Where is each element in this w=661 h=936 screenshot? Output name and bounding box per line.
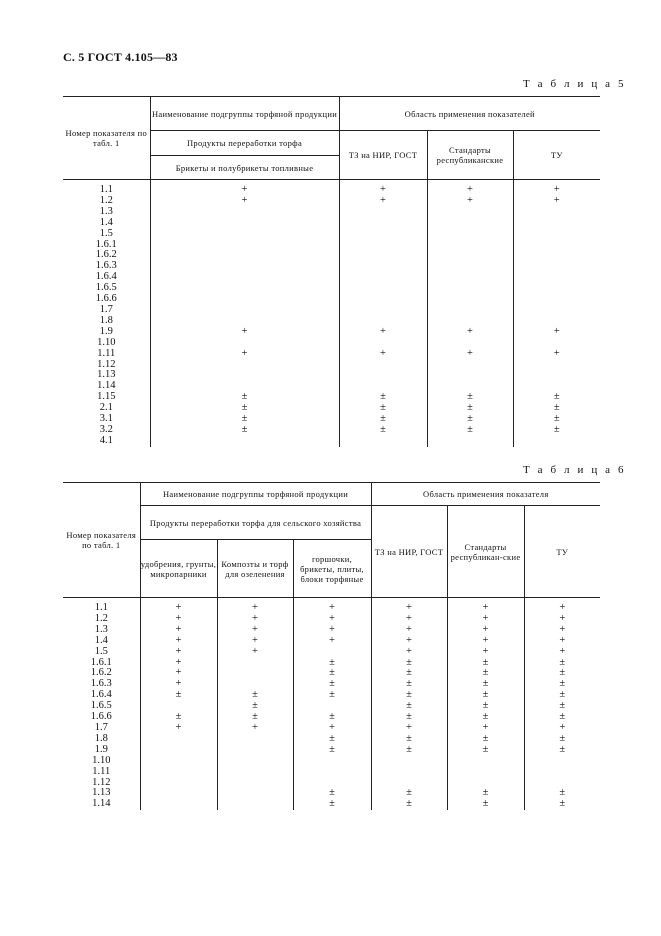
t6-cell: + xyxy=(559,612,566,624)
t6-cell xyxy=(217,799,293,810)
t5-cell: + xyxy=(427,349,513,360)
t6-cell: ± xyxy=(371,658,447,669)
t5-cell: ± xyxy=(553,402,560,414)
t5-area-col-3: ТУ xyxy=(513,131,600,180)
t6-row-number: 1.6.5 xyxy=(63,701,140,712)
t6-row-number: 1.14 xyxy=(63,799,140,810)
t5-cell xyxy=(339,338,427,349)
t6-product-col-2: Композты и торф для озеленения xyxy=(217,540,293,598)
t5-sub-header: Продукты переработки торфа xyxy=(150,131,339,156)
t5-row-number: 1.6.6 xyxy=(63,294,150,305)
t6-row-number: 1.1 xyxy=(63,603,140,614)
t5-row xyxy=(63,218,600,229)
t6-cell: ± xyxy=(371,799,447,810)
t6-cell: ± xyxy=(447,745,524,756)
t6-cell: + xyxy=(140,723,217,734)
t5-row-number: 3.2 xyxy=(63,425,150,436)
t6-row-number: 1.4 xyxy=(63,636,140,647)
t5-cell xyxy=(513,294,600,305)
t5-row-number: 1.6.1 xyxy=(63,240,150,251)
t6-cell: ± xyxy=(371,668,447,679)
t5-num-header: Номер показателя по табл. 1 xyxy=(63,97,150,180)
t6-body xyxy=(63,603,600,810)
t5-cell: + xyxy=(427,185,513,196)
t6-cell: + xyxy=(447,625,524,636)
t6-cell: ± xyxy=(559,700,566,712)
t6-cell: ± xyxy=(293,679,371,690)
t6-product-col-1: удобрения, грунты, микропарники xyxy=(140,540,217,598)
t5-row-number: 1.6.4 xyxy=(63,272,150,283)
t5-row xyxy=(63,240,600,251)
t5-cell: + xyxy=(553,194,560,206)
t5-cell xyxy=(427,207,513,218)
t5-row xyxy=(63,294,600,305)
t5-cell xyxy=(339,207,427,218)
t6-cell xyxy=(293,767,371,778)
t5-cell: + xyxy=(553,347,560,359)
t6-cell: + xyxy=(217,636,293,647)
t6-row xyxy=(63,756,600,767)
t5-row xyxy=(63,392,600,403)
t5-cell: ± xyxy=(150,403,339,414)
t5-sub-sub-header: Брикеты и полубрикеты топливные xyxy=(150,156,339,180)
t5-row xyxy=(63,250,600,261)
t6-cell xyxy=(217,745,293,756)
t6-cell: + xyxy=(140,668,217,679)
t6-cell: + xyxy=(217,647,293,658)
t5-cell xyxy=(150,207,339,218)
t5-cell: ± xyxy=(427,392,513,403)
t5-cell xyxy=(427,261,513,272)
t6-cell: ± xyxy=(293,690,371,701)
t6-cell: + xyxy=(447,603,524,614)
t6-cell: + xyxy=(293,603,371,614)
t6-cell: ± xyxy=(371,712,447,723)
t6-row-number: 1.6.4 xyxy=(63,690,140,701)
t6-area-col-3: ТУ xyxy=(524,506,600,598)
t5-cell xyxy=(339,283,427,294)
t5-cell: + xyxy=(150,196,339,207)
t5-cell xyxy=(513,218,600,229)
t6-cell: ± xyxy=(447,690,524,701)
t5-cell xyxy=(150,261,339,272)
t5-cell: + xyxy=(150,185,339,196)
t5-cell: ± xyxy=(339,425,427,436)
page-header: С. 5 ГОСТ 4.105—83 xyxy=(63,50,178,64)
t5-row xyxy=(63,381,600,392)
t5-cell: ± xyxy=(427,403,513,414)
t6-cell: ± xyxy=(371,701,447,712)
t6-cell: ± xyxy=(447,712,524,723)
t5-row xyxy=(63,349,600,360)
t6-row-number: 1.3 xyxy=(63,625,140,636)
t6-cell: + xyxy=(447,636,524,647)
t6-cell: + xyxy=(371,647,447,658)
t6-cell: + xyxy=(371,614,447,625)
t6-cell xyxy=(140,799,217,810)
t5-cell xyxy=(513,272,600,283)
t6-cell: ± xyxy=(371,788,447,799)
t5-cell: ± xyxy=(150,425,339,436)
t5-cell xyxy=(339,370,427,381)
t6-cell: + xyxy=(140,614,217,625)
t6-cell: ± xyxy=(559,798,566,810)
t5-cell xyxy=(427,294,513,305)
t6-row-number: 1.6.2 xyxy=(63,668,140,679)
t6-cell xyxy=(371,767,447,778)
t5-cell xyxy=(339,305,427,316)
t6-cell: + xyxy=(559,645,566,657)
t5-cell xyxy=(513,240,600,251)
t6-cell: + xyxy=(140,647,217,658)
t5-row-number: 1.6.3 xyxy=(63,261,150,272)
t5-cell xyxy=(513,360,600,371)
t6-cell: + xyxy=(447,723,524,734)
t6-cell: ± xyxy=(559,711,566,723)
t5-area-header: Область применения показателей xyxy=(339,97,600,131)
t6-cell: ± xyxy=(293,788,371,799)
t6-cell xyxy=(140,756,217,767)
t5-row-number: 1.10 xyxy=(63,338,150,349)
t5-cell xyxy=(339,360,427,371)
t6-num-header: Номер показателя по табл. 1 xyxy=(63,483,140,598)
t5-cell: + xyxy=(553,325,560,337)
t5-row-number: 3.1 xyxy=(63,414,150,425)
t5-row xyxy=(63,338,600,349)
t6-cell: ± xyxy=(447,658,524,669)
t5-cell xyxy=(150,338,339,349)
t5-cell xyxy=(513,370,600,381)
t5-row-number: 1.9 xyxy=(63,327,150,338)
t5-row-number: 1.14 xyxy=(63,381,150,392)
t6-cell xyxy=(524,756,600,767)
t5-row-number: 1.11 xyxy=(63,349,150,360)
t6-cell: ± xyxy=(217,712,293,723)
t5-area-col-1: ТЗ на НИР, ГОСТ xyxy=(339,131,427,180)
t5-cell: ± xyxy=(339,392,427,403)
t6-cell xyxy=(447,767,524,778)
t5-cell xyxy=(150,272,339,283)
t6-row xyxy=(63,690,600,701)
t5-row xyxy=(63,414,600,425)
t6-cell: ± xyxy=(293,712,371,723)
t5-row-number: 1.15 xyxy=(63,392,150,403)
t5-cell: + xyxy=(553,184,560,195)
t5-cell xyxy=(339,240,427,251)
t5-cell xyxy=(150,370,339,381)
t6-cell: + xyxy=(293,614,371,625)
t5-row xyxy=(63,425,600,436)
t5-cell: + xyxy=(339,185,427,196)
t6-cell: ± xyxy=(371,679,447,690)
t6-cell xyxy=(293,756,371,767)
t6-row xyxy=(63,799,600,810)
t6-cell: ± xyxy=(447,734,524,745)
t5-cell: ± xyxy=(339,403,427,414)
t5-cell xyxy=(427,250,513,261)
t6-cell: + xyxy=(217,723,293,734)
t5-row xyxy=(63,305,600,316)
t6-row-number: 1.2 xyxy=(63,614,140,625)
t5-row xyxy=(63,283,600,294)
t6-cell: + xyxy=(447,647,524,658)
t6-row-number: 1.10 xyxy=(63,756,140,767)
t5-cell xyxy=(150,229,339,240)
t5-cell xyxy=(513,250,600,261)
t6-cell: ± xyxy=(559,656,566,668)
t6-cell: ± xyxy=(140,712,217,723)
table6-caption: Т а б л и ц а 6 xyxy=(523,464,627,476)
t6-row-number: 1.8 xyxy=(63,734,140,745)
t5-cell xyxy=(339,250,427,261)
t5-cell: + xyxy=(427,196,513,207)
t6-group-header: Наименование подгруппы торфяной продукции xyxy=(140,483,371,506)
t6-row-number: 1.6.6 xyxy=(63,712,140,723)
t6-cell: + xyxy=(140,625,217,636)
t6-sub-header: Продукты переработки торфа для сельского хозяйства xyxy=(140,506,371,540)
t5-cell xyxy=(150,436,339,447)
t5-cell xyxy=(427,283,513,294)
t6-cell: ± xyxy=(293,799,371,810)
t6-cell: + xyxy=(217,625,293,636)
t6-row-number: 1.12 xyxy=(63,778,140,789)
t5-row-number: 1.5 xyxy=(63,229,150,240)
t6-cell: + xyxy=(559,602,566,613)
t6-cell: ± xyxy=(293,734,371,745)
t6-cell: + xyxy=(559,634,566,646)
t6-cell: ± xyxy=(293,668,371,679)
t5-cell xyxy=(427,229,513,240)
t5-cell xyxy=(427,370,513,381)
t6-cell: ± xyxy=(140,690,217,701)
t6-cell xyxy=(217,788,293,799)
t6-cell xyxy=(217,767,293,778)
table5-caption: Т а б л и ц а 5 xyxy=(523,78,627,90)
t6-cell: + xyxy=(140,679,217,690)
t5-cell: + xyxy=(339,349,427,360)
t5-cell: ± xyxy=(150,414,339,425)
t6-cell xyxy=(140,745,217,756)
t6-cell xyxy=(447,756,524,767)
t5-cell xyxy=(150,240,339,251)
t5-row-number: 1.3 xyxy=(63,207,150,218)
t6-row-number: 1.9 xyxy=(63,745,140,756)
t6-cell: ± xyxy=(447,668,524,679)
t5-row xyxy=(63,229,600,240)
t5-cell: + xyxy=(150,349,339,360)
t6-cell: ± xyxy=(559,689,566,701)
t5-cell xyxy=(513,338,600,349)
t5-cell xyxy=(513,261,600,272)
t5-row xyxy=(63,370,600,381)
t5-cell xyxy=(427,218,513,229)
t6-cell: ± xyxy=(559,678,566,690)
t5-cell: + xyxy=(339,327,427,338)
t5-cell xyxy=(339,436,427,447)
t6-cell: + xyxy=(217,603,293,614)
t5-row xyxy=(63,327,600,338)
t5-cell: ± xyxy=(553,413,560,425)
t5-cell xyxy=(427,338,513,349)
t5-row xyxy=(63,436,600,447)
t5-cell xyxy=(150,218,339,229)
t5-group-header: Наименование подгруппы торфяной продукции xyxy=(150,97,339,131)
t6-cell: ± xyxy=(559,667,566,679)
t6-cell: + xyxy=(293,625,371,636)
t5-row-number: 1.1 xyxy=(63,185,150,196)
t5-cell: + xyxy=(150,327,339,338)
t6-cell xyxy=(217,734,293,745)
t5-row-number: 1.13 xyxy=(63,370,150,381)
t6-cell: + xyxy=(559,623,566,635)
t6-cell xyxy=(524,767,600,778)
t6-cell: + xyxy=(371,636,447,647)
t6-cell: ± xyxy=(447,788,524,799)
t5-cell xyxy=(513,436,600,447)
t5-cell: ± xyxy=(427,425,513,436)
t5-cell: ± xyxy=(553,391,560,403)
t6-cell: + xyxy=(371,603,447,614)
t6-cell: + xyxy=(371,625,447,636)
t5-cell xyxy=(150,360,339,371)
t5-cell xyxy=(513,207,600,218)
t5-cell xyxy=(339,294,427,305)
t6-cell: ± xyxy=(371,690,447,701)
t5-cell xyxy=(150,294,339,305)
t6-cell: + xyxy=(140,603,217,614)
t5-cell xyxy=(427,272,513,283)
t5-cell: ± xyxy=(150,392,339,403)
t6-cell: ± xyxy=(447,679,524,690)
t5-cell xyxy=(339,261,427,272)
t5-cell xyxy=(513,283,600,294)
t6-cell xyxy=(140,778,217,789)
t6-cell: ± xyxy=(293,745,371,756)
t6-cell xyxy=(371,756,447,767)
t6-cell xyxy=(140,767,217,778)
t6-cell: ± xyxy=(217,690,293,701)
t6-row xyxy=(63,767,600,778)
t5-cell: + xyxy=(427,327,513,338)
t6-cell: + xyxy=(447,614,524,625)
t5-row xyxy=(63,207,600,218)
t6-cell: ± xyxy=(559,743,566,755)
t5-row-number: 1.7 xyxy=(63,305,150,316)
t6-cell: ± xyxy=(447,799,524,810)
t6-cell: ± xyxy=(371,734,447,745)
t5-cell xyxy=(339,218,427,229)
t5-cell xyxy=(150,250,339,261)
t5-row xyxy=(63,261,600,272)
t6-cell: ± xyxy=(447,701,524,712)
t6-cell: + xyxy=(140,636,217,647)
t6-area-col-2: Стандарты республикан-ские xyxy=(447,506,524,598)
t5-cell xyxy=(339,229,427,240)
t5-cell xyxy=(427,436,513,447)
t6-cell: + xyxy=(293,636,371,647)
t6-row-number: 1.6.3 xyxy=(63,679,140,690)
t5-cell: ± xyxy=(553,423,560,435)
t6-cell xyxy=(217,756,293,767)
t5-cell: ± xyxy=(339,414,427,425)
t5-row-number: 2.1 xyxy=(63,403,150,414)
t6-row xyxy=(63,647,600,658)
t6-cell xyxy=(140,788,217,799)
t6-cell: ± xyxy=(559,732,566,744)
t5-row-number: 1.6.5 xyxy=(63,283,150,294)
t5-cell xyxy=(150,283,339,294)
t5-row xyxy=(63,196,600,207)
t5-row xyxy=(63,272,600,283)
t5-cell xyxy=(427,240,513,251)
t5-cell xyxy=(427,305,513,316)
table5 xyxy=(63,96,600,447)
t5-cell xyxy=(150,305,339,316)
t6-area-header: Область применения показателя xyxy=(371,483,600,506)
t5-row-number: 1.8 xyxy=(63,316,150,327)
t5-row-number: 4.1 xyxy=(63,436,150,447)
t5-cell xyxy=(339,272,427,283)
t6-cell xyxy=(217,658,293,669)
t5-row xyxy=(63,185,600,196)
t5-row xyxy=(63,360,600,371)
t5-row xyxy=(63,316,600,327)
t6-cell: ± xyxy=(371,745,447,756)
t6-cell xyxy=(217,668,293,679)
t6-product-col-3: горшочки, брикеты, плиты, блоки торфяные xyxy=(293,540,371,598)
t5-row-number: 1.4 xyxy=(63,218,150,229)
t6-cell: ± xyxy=(217,701,293,712)
t6-cell: + xyxy=(559,721,566,733)
t6-cell xyxy=(140,734,217,745)
t6-cell: + xyxy=(140,658,217,669)
t6-area-col-1: ТЗ на НИР, ГОСТ xyxy=(371,506,447,598)
t6-row-number: 1.13 xyxy=(63,788,140,799)
t5-area-col-2: Стандарты республиканские xyxy=(427,131,513,180)
t6-cell: + xyxy=(371,723,447,734)
t5-row-number: 1.6.2 xyxy=(63,250,150,261)
t5-cell: + xyxy=(339,196,427,207)
t5-cell xyxy=(513,229,600,240)
t6-row xyxy=(63,745,600,756)
t6-cell: + xyxy=(293,723,371,734)
t6-row-number: 1.7 xyxy=(63,723,140,734)
table6 xyxy=(63,482,600,810)
t6-cell: + xyxy=(217,614,293,625)
t6-row-number: 1.11 xyxy=(63,767,140,778)
t6-row-number: 1.5 xyxy=(63,647,140,658)
t6-row-number: 1.6.1 xyxy=(63,658,140,669)
t6-cell xyxy=(293,647,371,658)
t6-row xyxy=(63,636,600,647)
t6-cell xyxy=(217,778,293,789)
t5-row-number: 1.2 xyxy=(63,196,150,207)
t6-cell: ± xyxy=(559,787,566,799)
t5-row-number: 1.12 xyxy=(63,360,150,371)
t5-cell xyxy=(513,305,600,316)
t5-row xyxy=(63,403,600,414)
t5-cell xyxy=(427,360,513,371)
t6-cell: ± xyxy=(293,658,371,669)
t5-cell: ± xyxy=(427,414,513,425)
t5-body xyxy=(63,185,600,447)
